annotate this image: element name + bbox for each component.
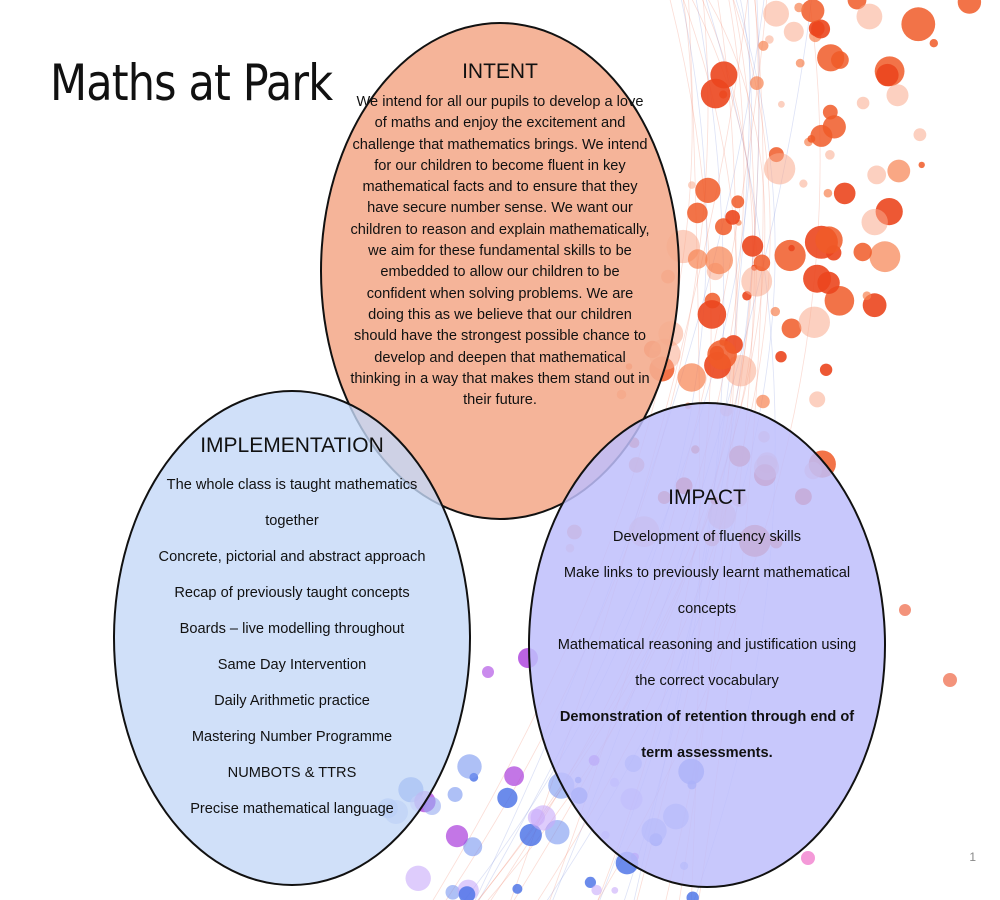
decorative-bubble (710, 61, 737, 88)
decorative-bubble (775, 240, 806, 271)
decorative-bubble (678, 363, 706, 391)
implementation-item: Recap of previously taught concepts (174, 585, 410, 601)
intent-body-line: their future. (463, 392, 537, 409)
impact-heading: IMPACT (668, 486, 746, 509)
decorative-bubble (799, 180, 807, 188)
implementation-item: The whole class is taught mathematics (166, 477, 418, 493)
implementation-item: together (265, 513, 319, 529)
decorative-bubble (857, 4, 883, 30)
decorative-bubble (825, 150, 835, 160)
impact-item: Mathematical reasoning and justification using (557, 637, 857, 653)
decorative-bubble (741, 266, 772, 297)
intent-body-line: for our children to become fluent in key (374, 157, 626, 174)
decorative-bubble (688, 249, 708, 269)
decorative-bubble (784, 22, 804, 42)
intent-body-line: challenge that mathematics brings. We intend (352, 136, 648, 153)
decorative-bubble (863, 291, 872, 300)
intent-body-line: confident when solving problems. We are (366, 285, 634, 302)
decorative-bubble (725, 210, 740, 225)
impact-item: Make links to previously learnt mathematical (563, 565, 851, 581)
decorative-bubble (943, 673, 957, 687)
decorative-bubble (876, 64, 898, 86)
decorative-bubble (695, 178, 720, 203)
decorative-bubble (591, 885, 601, 895)
decorative-bubble (771, 307, 780, 316)
decorative-bubble (406, 866, 431, 891)
decorative-bubble (504, 766, 524, 786)
decorative-bubble (763, 1, 789, 27)
decorative-bubble (901, 7, 935, 41)
implementation-item: NUMBOTS & TTRS (227, 765, 357, 781)
decorative-bubble (808, 135, 816, 143)
decorative-bubble (687, 203, 708, 224)
decorative-bubble (782, 319, 802, 339)
decorative-bubble (611, 887, 618, 894)
decorative-bubble (867, 166, 886, 185)
decorative-bubble (809, 391, 825, 407)
intent-heading: INTENT (462, 60, 538, 83)
intent-body-line: children to reason and explain mathematically, (350, 221, 650, 238)
page-title: Maths at Park (50, 54, 333, 112)
decorative-bubble (887, 160, 910, 183)
decorative-bubble (824, 189, 833, 198)
implementation-list (118, 467, 466, 827)
decorative-bubble (817, 44, 844, 71)
decorative-bubble (930, 39, 938, 47)
decorative-bubble (688, 181, 696, 189)
decorative-bubble (815, 226, 842, 253)
decorative-bubble (794, 3, 803, 12)
implementation-item: Same Day Intervention (217, 657, 367, 673)
decorative-bubble (750, 76, 764, 90)
decorative-bubble (698, 300, 727, 329)
decorative-bubble (754, 254, 771, 271)
decorative-bubble (801, 0, 824, 22)
intent-body-line: develop and deepen that mathematical (374, 349, 626, 366)
decorative-bubble (731, 195, 744, 208)
decorative-bubble (512, 884, 522, 894)
decorative-bubble (870, 241, 901, 272)
impact-list (533, 519, 881, 771)
implementation-item: Boards – live modelling throughout (179, 621, 405, 637)
decorative-bubble (497, 788, 517, 808)
intent-body-line: We intend for all our pupils to develop a love (356, 94, 644, 110)
implementation-item: Daily Arithmetic practice (214, 693, 370, 709)
decorative-bubble (765, 35, 774, 44)
decorative-bubble (817, 272, 839, 294)
decorative-bubble (899, 604, 911, 616)
intent-body-line: we aim for these fundamental skills to be (368, 243, 632, 260)
decorative-bubble (775, 351, 786, 362)
impact-item: term assessments. (641, 745, 773, 761)
decorative-bubble (788, 245, 794, 251)
decorative-bubble (809, 21, 825, 37)
decorative-bubble (707, 340, 737, 370)
implementation-item: Mastering Number Programme (191, 729, 393, 745)
decorative-bubble (799, 307, 830, 338)
intent-body-line: embedded to allow our children to be (380, 264, 620, 281)
implementation-heading: IMPLEMENTATION (200, 434, 384, 457)
impact-item: Development of fluency skills (612, 529, 802, 545)
decorative-bubble (764, 153, 795, 184)
intent-body-line: doing this as we believe that our children (368, 306, 632, 323)
decorative-bubble (914, 128, 927, 141)
decorative-bubble (446, 825, 468, 847)
decorative-bubble (801, 851, 815, 865)
decorative-bubble (862, 209, 888, 235)
decorative-bubble (820, 364, 832, 376)
decorative-bubble (756, 395, 770, 409)
decorative-bubble (958, 0, 981, 14)
intent-body-line: have secure number sense. We want our (367, 200, 633, 217)
decorative-bubble (528, 809, 545, 826)
intent-body-line: of maths and enjoy the excitement and (374, 115, 626, 132)
intent-body-line: thinking in a way that makes them stand out in (350, 370, 650, 387)
decorative-bubble (887, 84, 909, 106)
decorative-bubble (854, 243, 872, 261)
intent-body-line: should have the strongest possible chance to (353, 328, 647, 345)
decorative-bubble (705, 246, 733, 274)
decorative-bubble (778, 101, 785, 108)
decorative-bubble (482, 666, 494, 678)
intent-body (330, 92, 670, 411)
implementation-item: Precise mathematical language (190, 801, 394, 817)
decorative-bubble (857, 97, 870, 110)
decorative-bubble (919, 162, 925, 168)
decorative-bubble (742, 236, 763, 257)
page-number: 1 (969, 850, 976, 864)
decorative-bubble (834, 183, 856, 205)
intent-body-line: mathematical facts and to ensure that they (362, 179, 638, 196)
impact-item: Demonstration of retention through end of (559, 709, 855, 725)
decorative-bubble (823, 115, 846, 138)
impact-item: the correct vocabulary (635, 673, 779, 689)
impact-item: concepts (677, 601, 737, 617)
decorative-bubble (796, 59, 805, 68)
implementation-item: Concrete, pictorial and abstract approach (158, 549, 426, 565)
